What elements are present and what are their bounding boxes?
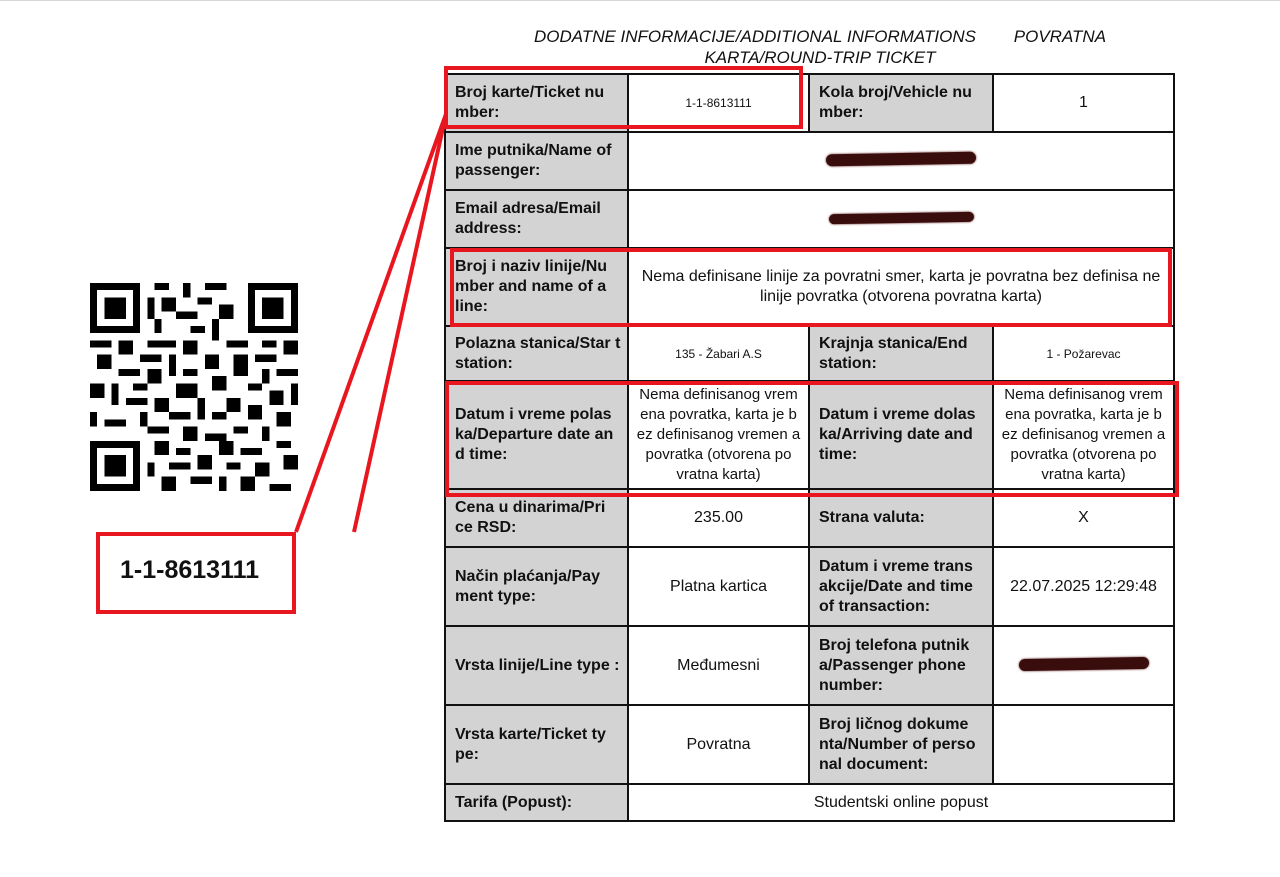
arriving-value: Nema definisanog vrem ena povratka, karta je b ez definisanog vremen a povratka (otvorena po vratna karta) xyxy=(993,381,1174,489)
price-value: 235.00 xyxy=(628,489,809,547)
email-label: Email adresa/Email address: xyxy=(445,190,628,248)
personal-document-label: Broj ličnog dokume nta/Number of perso nal document: xyxy=(809,705,993,784)
qr-code-icon xyxy=(90,283,298,491)
title-line1b: POVRATNA xyxy=(1013,27,1107,46)
row-payment xyxy=(445,547,1174,626)
vehicle-number-value: 1 xyxy=(993,74,1174,132)
redaction-mark xyxy=(1018,656,1148,670)
departure-label: Datum i vreme polas ka/Departure date an d time: xyxy=(445,381,628,489)
arriving-label: Datum i vreme dolas ka/Arriving date and time: xyxy=(809,381,993,489)
dates-highlight xyxy=(445,381,1179,497)
callout-ticket-number: 1-1-8613111 xyxy=(120,556,260,584)
personal-document-value xyxy=(993,705,1174,784)
transaction-time-label: Datum i vreme trans akcije/Date and time of transaction: xyxy=(809,547,993,626)
ticket-number-value: 1-1-8613111 xyxy=(628,74,809,132)
row-ticket-type xyxy=(445,705,1174,784)
vehicle-number-label: Kola broj/Vehicle nu mber: xyxy=(809,74,993,132)
payment-type-value: Platna kartica xyxy=(628,547,809,626)
row-line-type xyxy=(445,626,1174,705)
phone-value xyxy=(993,626,1174,705)
payment-type-label: Način plaćanja/Pay ment type: xyxy=(445,547,628,626)
end-station-value: 1 - Požarevac xyxy=(993,326,1174,381)
start-station-value: 135 - Žabari A.S xyxy=(628,326,809,381)
line-type-label: Vrsta linije/Line type : xyxy=(445,626,628,705)
foreign-currency-value: X xyxy=(993,489,1174,547)
end-station-label: Krajnja stanica/End station: xyxy=(809,326,993,381)
row-tariff xyxy=(445,784,1174,821)
ticket-number-label: Broj karte/Ticket nu mber: xyxy=(445,74,628,132)
row-email xyxy=(445,190,1174,248)
ticket-type-value: Povratna xyxy=(628,705,809,784)
document-title xyxy=(450,26,1190,68)
email-value xyxy=(628,190,1174,248)
top-border xyxy=(0,0,1280,1)
ticket-type-label: Vrsta karte/Ticket ty pe: xyxy=(445,705,628,784)
tariff-label: Tarifa (Popust): xyxy=(445,784,628,821)
row-stations xyxy=(445,326,1174,381)
line-highlight xyxy=(450,248,1172,327)
price-label: Cena u dinarima/Pri ce RSD: xyxy=(445,489,628,547)
tariff-value: Studentski online popust xyxy=(628,784,1174,821)
passenger-name-value xyxy=(628,132,1174,190)
start-station-label: Polazna stanica/Star t station: xyxy=(445,326,628,381)
line-type-value: Međumesni xyxy=(628,626,809,705)
title-line2: KARTA/ROUND-TRIP TICKET xyxy=(704,48,936,67)
line-value: Nema definisane linije za povratni smer, karta je povratna bez definisa ne linije povratka (otvorena povratna karta) xyxy=(628,248,1174,326)
redaction-mark xyxy=(828,212,973,225)
passenger-name-label: Ime putnika/Name of passenger: xyxy=(445,132,628,190)
line-label: Broj i naziv linije/Nu mber and name of a line: xyxy=(445,248,628,326)
ticket-number-callout xyxy=(96,532,296,614)
row-price xyxy=(445,489,1174,547)
transaction-time-value: 22.07.2025 12:29:48 xyxy=(993,547,1174,626)
phone-label: Broj telefona putnik a/Passenger phone number: xyxy=(809,626,993,705)
redaction-mark xyxy=(826,152,976,167)
foreign-currency-label: Strana valuta: xyxy=(809,489,993,547)
departure-value: Nema definisanog vrem ena povratka, karta je b ez definisanog vremen a povratka (otvorena po vratna karta) xyxy=(628,381,809,489)
title-line1: DODATNE INFORMACIJE/ADDITIONAL INFORMATIONS xyxy=(533,27,976,46)
row-passenger-name xyxy=(445,132,1174,190)
ticket-number-highlight xyxy=(444,66,803,129)
